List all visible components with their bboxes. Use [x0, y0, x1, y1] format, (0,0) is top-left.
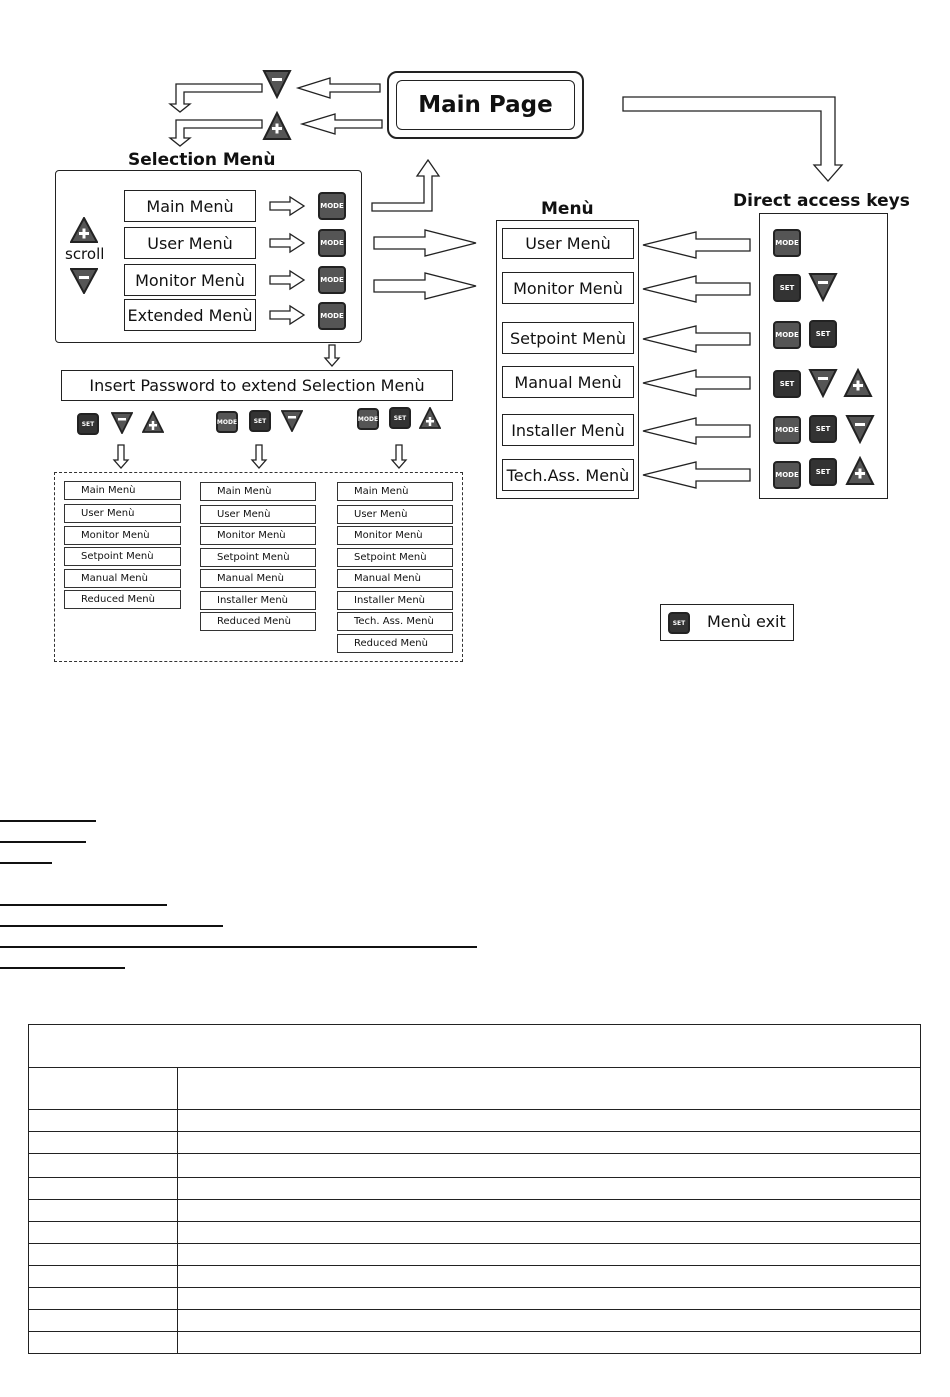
blank-line: [0, 862, 52, 864]
empty-table: [28, 1024, 921, 1354]
mode-key[interactable]: MODE: [773, 229, 801, 257]
table-header-cell: [29, 1025, 921, 1068]
minus-key-icon[interactable]: [808, 368, 838, 398]
selection-item-user-menu[interactable]: [124, 227, 256, 259]
minus-key-icon[interactable]: [111, 412, 133, 434]
set-key[interactable]: SET: [668, 612, 690, 634]
table-row: [29, 1222, 921, 1244]
col3-item[interactable]: Tech. Ass. Menù: [337, 612, 453, 631]
selection-item-main-menu[interactable]: [124, 190, 256, 222]
table-row: [29, 1288, 921, 1310]
selection-item-label: Monitor Menù: [135, 270, 245, 290]
blank-line: [0, 904, 167, 906]
col2-item[interactable]: Reduced Menù: [200, 612, 316, 631]
table-row: [29, 1332, 921, 1354]
mode-key[interactable]: MODE: [318, 302, 346, 330]
col1-item[interactable]: Manual Menù: [64, 569, 181, 588]
selection-item-label: Extended Menù: [127, 305, 253, 325]
menu-exit-label: Menù exit: [707, 612, 786, 631]
selection-item-label: User Menù: [147, 233, 233, 253]
selection-menu-title: Selection Menù: [128, 150, 276, 170]
col3-item[interactable]: User Menù: [337, 505, 453, 524]
table-row: [29, 1132, 921, 1154]
col2-item[interactable]: User Menù: [200, 505, 316, 524]
insert-password-box[interactable]: [61, 370, 453, 401]
table-row: [29, 1266, 921, 1288]
set-key[interactable]: SET: [809, 415, 837, 443]
scroll-label: scroll: [65, 245, 105, 263]
col1-item[interactable]: Main Menù: [64, 481, 181, 500]
table-row: [29, 1178, 921, 1200]
col2-item[interactable]: Monitor Menù: [200, 526, 316, 545]
plus-key-icon[interactable]: [843, 368, 873, 398]
table-cell: [29, 1068, 178, 1110]
menu-item-tech-ass[interactable]: Tech.Ass. Menù: [502, 459, 634, 491]
main-page-frame: [387, 71, 584, 139]
scroll-plus-icon[interactable]: [70, 217, 98, 243]
blank-line: [0, 841, 86, 843]
insert-password-label: Insert Password to extend Selection Menù: [89, 376, 425, 395]
col3-item[interactable]: Main Menù: [337, 482, 453, 501]
main-page-box[interactable]: [396, 80, 575, 130]
plus-key-icon[interactable]: [142, 411, 164, 433]
minus-key-icon: [262, 69, 292, 99]
menu-item-manual[interactable]: Manual Menù: [502, 366, 634, 398]
set-key[interactable]: SET: [77, 413, 99, 435]
mode-key[interactable]: MODE: [216, 411, 238, 433]
table-row: [29, 1310, 921, 1332]
col1-item[interactable]: Setpoint Menù: [64, 547, 181, 566]
menu-title: Menù: [541, 199, 594, 219]
set-key[interactable]: SET: [773, 370, 801, 398]
table-row: [29, 1244, 921, 1266]
minus-key-icon[interactable]: [281, 410, 303, 432]
set-key[interactable]: SET: [809, 458, 837, 486]
blank-line: [0, 967, 125, 969]
set-key[interactable]: SET: [809, 320, 837, 348]
table-row: [29, 1154, 921, 1178]
plus-key-icon[interactable]: [845, 456, 875, 486]
col3-item[interactable]: Reduced Menù: [337, 634, 453, 653]
minus-key-icon[interactable]: [808, 272, 838, 302]
blank-line: [0, 925, 223, 927]
blank-line: [0, 946, 477, 948]
set-key[interactable]: SET: [389, 407, 411, 429]
direct-access-title: Direct access keys: [733, 191, 910, 211]
mode-key[interactable]: MODE: [318, 229, 346, 257]
scroll-minus-icon[interactable]: [70, 268, 98, 294]
table-row: [29, 1110, 921, 1132]
col2-item[interactable]: Setpoint Menù: [200, 548, 316, 567]
menu-item-monitor[interactable]: Monitor Menù: [502, 272, 634, 304]
col3-item[interactable]: Monitor Menù: [337, 526, 453, 545]
mode-key[interactable]: MODE: [318, 266, 346, 294]
selection-item-label: Main Menù: [146, 196, 234, 216]
col3-item[interactable]: Installer Menù: [337, 591, 453, 610]
plus-key-icon[interactable]: [419, 407, 441, 429]
col1-item[interactable]: User Menù: [64, 504, 181, 523]
col2-item[interactable]: Main Menù: [200, 482, 316, 501]
menu-panel: [496, 220, 639, 499]
selection-item-monitor-menu[interactable]: [124, 264, 256, 296]
menu-item-installer[interactable]: Installer Menù: [502, 414, 634, 446]
set-key[interactable]: SET: [249, 410, 271, 432]
menu-item-setpoint[interactable]: Setpoint Menù: [502, 322, 634, 354]
blank-line: [0, 820, 96, 822]
minus-key-icon[interactable]: [845, 414, 875, 444]
col2-item[interactable]: Manual Menù: [200, 569, 316, 588]
col3-item[interactable]: Manual Menù: [337, 569, 453, 588]
mode-key[interactable]: MODE: [773, 416, 801, 444]
table-row: [29, 1200, 921, 1222]
mode-key[interactable]: MODE: [773, 461, 801, 489]
mode-key[interactable]: MODE: [318, 192, 346, 220]
mode-key[interactable]: MODE: [357, 408, 379, 430]
set-key[interactable]: SET: [773, 274, 801, 302]
table-cell: [178, 1068, 921, 1110]
col3-item[interactable]: Setpoint Menù: [337, 548, 453, 567]
menu-item-user[interactable]: User Menù: [502, 228, 634, 259]
main-page-label: Main Page: [418, 92, 553, 118]
selection-item-extended-menu[interactable]: [124, 299, 256, 331]
plus-key-icon: [262, 111, 292, 141]
mode-key[interactable]: MODE: [773, 321, 801, 349]
col1-item[interactable]: Reduced Menù: [64, 590, 181, 609]
col1-item[interactable]: Monitor Menù: [64, 526, 181, 545]
col2-item[interactable]: Installer Menù: [200, 591, 316, 610]
